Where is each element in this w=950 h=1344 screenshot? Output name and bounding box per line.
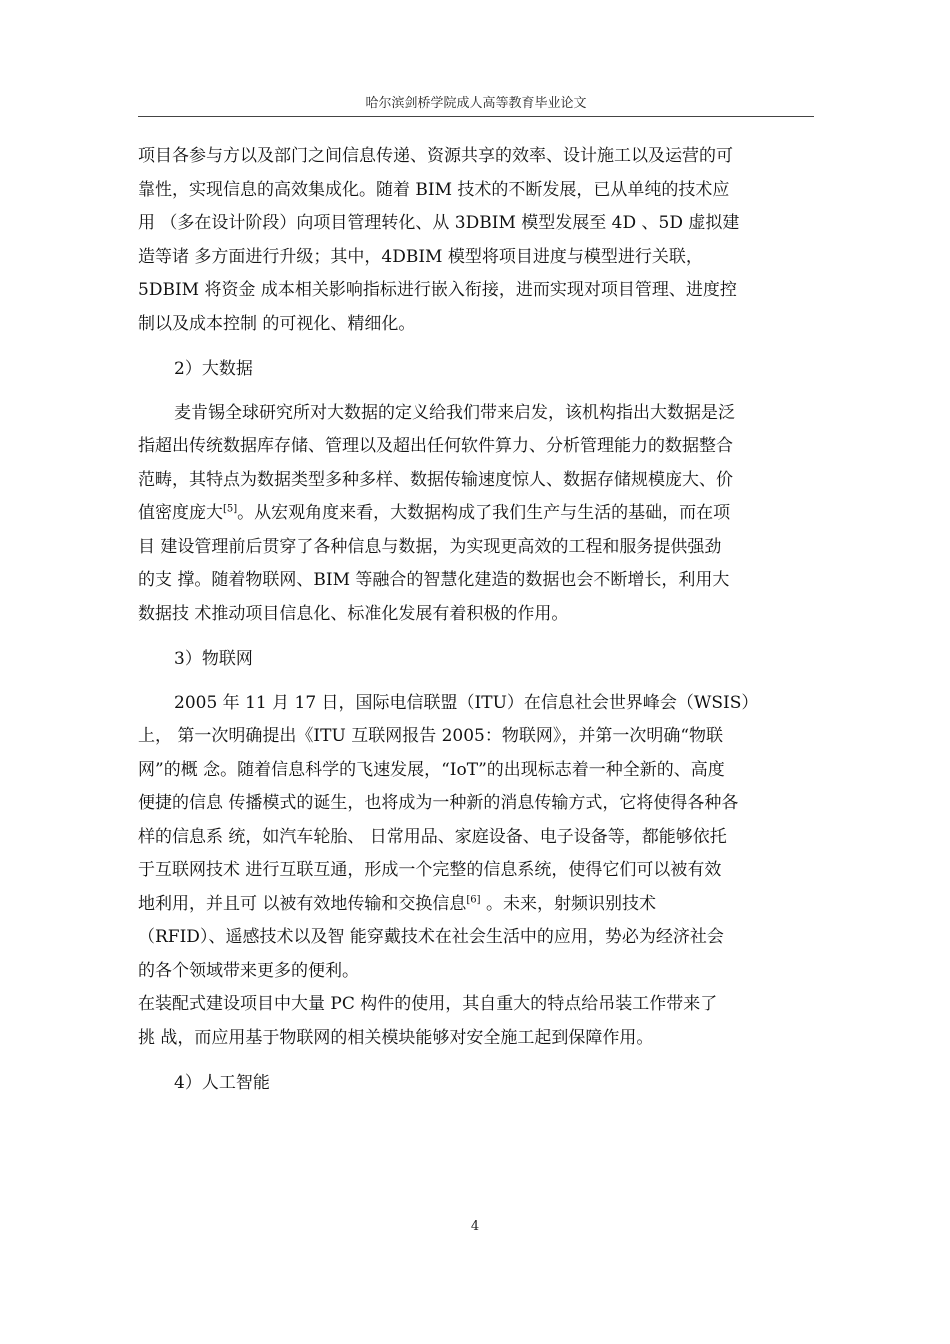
section-heading-iot: 3）物联网 (174, 649, 253, 669)
text-line: 靠性，实现信息的高效集成化。随着 BIM 技术的不断发展，已从单纯的技术应 (138, 179, 730, 200)
text-line: 范畴，其特点为数据类型多种多样、数据传输速度惊人、数据存储规模庞大、价 (138, 469, 733, 490)
text-line-with-citation (138, 497, 814, 531)
text-line: 麦肯锡全球研究所对大数据的定义给我们带来启发，该机构指出大数据是泛 (174, 402, 735, 423)
citation-ref: [5] (223, 503, 238, 515)
bigdata-paragraph (138, 397, 814, 632)
text-line: 5DBIM 将资金 成本相关影响指标进行嵌入衔接，进而实现对项目管理、进度控 (138, 280, 737, 300)
text-line: 目 建设管理前后贯穿了各种信息与数据，为实现更高效的工程和服务提供强劲 (138, 536, 722, 557)
text-line: 的支 撑。随着物联网、BIM 等融合的智慧化建造的数据也会不断增长，利用大 (138, 570, 730, 590)
text-line: 上， 第一次明确提出《ITU 互联网报告 2005：物联网》，并第一次明确“物联 (138, 726, 724, 746)
iot-paragraph (138, 687, 814, 1056)
text-line: 于互联网技术 进行互联互通，形成一个完整的信息系统，使得它们可以被有效 (138, 860, 722, 880)
text-fragment: 值密度庞大 (138, 503, 223, 523)
text-line: （RFID）、遥感技术以及智 能穿戴技术在社会生活中的应用，势必为经济社会 (138, 927, 724, 947)
section-heading-ai: 4）人工智能 (174, 1073, 270, 1093)
text-line: 的各个领域带来更多的便利。 (138, 960, 359, 981)
citation-ref: [6] (466, 893, 481, 905)
document-body (138, 140, 814, 1111)
header-rule (138, 116, 814, 117)
text-fragment: 。从宏观角度来看，大数据构成了我们生产与生活的基础，而在项 (237, 503, 731, 523)
text-line: 造等诸 多方面进行升级；其中，4DBIM 模型将项目进度与模型进行关联， (138, 246, 703, 267)
section-heading-bigdata: 2）大数据 (174, 359, 253, 379)
text-fragment: 地利用，并且可 以被有效地传输和交换信息 (138, 893, 467, 914)
text-line: 样的信息系 统，如汽车轮胎、 日常用品、家庭设备、电子设备等，都能够依托 (138, 826, 727, 847)
text-line: 数据技 术推动项目信息化、标准化发展有着积极的作用。 (138, 603, 569, 624)
text-line-with-citation (138, 888, 814, 922)
text-line: 指超出传统数据库存储、管理以及超出任何软件算力、分析管理能力的数据整合 (138, 436, 733, 456)
text-line: 挑 战，而应用基于物联网的相关模块能够对安全施工起到保障作用。 (138, 1027, 654, 1048)
page-header: 哈尔滨剑桥学院成人高等教育毕业论文 (365, 96, 587, 111)
text-line: 2005 年 11 月 17 日，国际电信联盟（ITU）在信息社会世界峰会（WSIS） (174, 692, 759, 713)
text-line: 在装配式建设项目中大量 PC 构件的使用，其自重大的特点给吊装工作带来了 (138, 994, 718, 1014)
text-line: 用 （多在设计阶段）向项目管理转化、从 3DBIM 模型发展至 4D 、5D 虚拟建 (138, 213, 740, 233)
bim-paragraph (138, 140, 814, 341)
text-fragment: 。未来，射频识别技术 (480, 893, 656, 914)
text-line: 网”的概 念。随着信息科学的飞速发展，“IoT”的出现标志着一种全新的、高度 (138, 759, 725, 780)
text-line: 便捷的信息 传播模式的诞生，也将成为一种新的消息传输方式，它将使得各种各 (138, 793, 739, 813)
text-line: 制以及成本控制 的可视化、精细化。 (138, 313, 416, 334)
text-line: 项目各参与方以及部门之间信息传递、资源共享的效率、设计施工以及运营的可 (138, 146, 733, 166)
page-number: 4 (470, 1219, 480, 1234)
